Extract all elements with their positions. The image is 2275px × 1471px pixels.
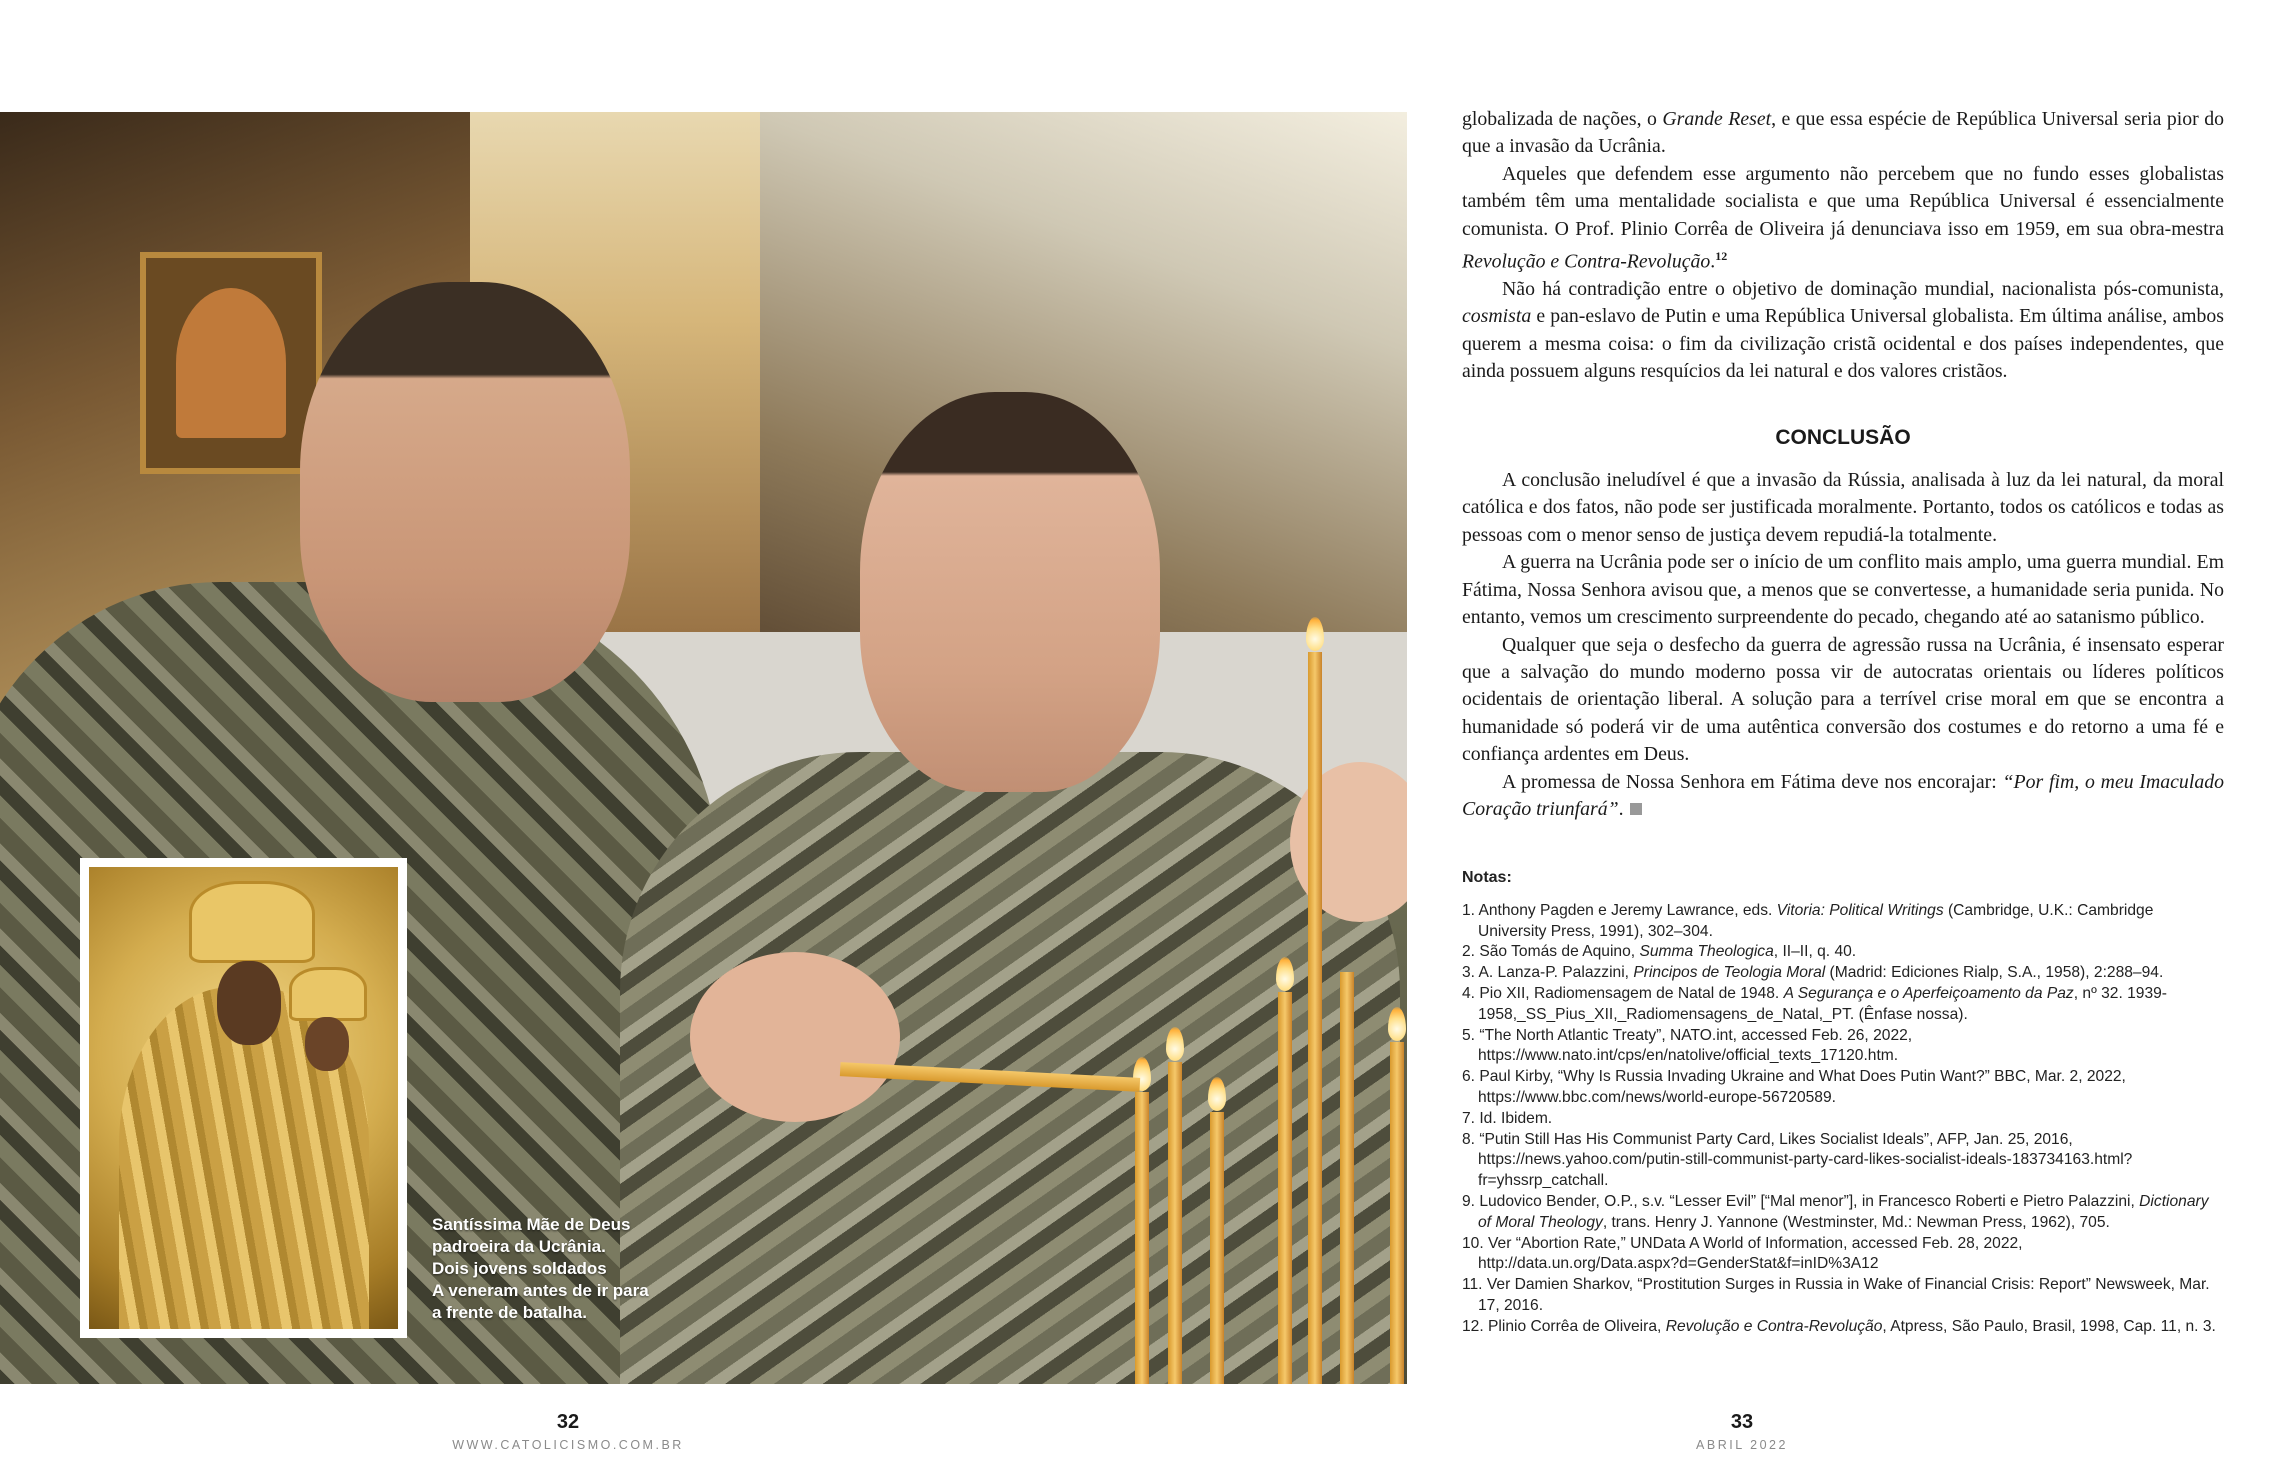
note-item: 4. Pio XII, Radiomensagem de Natal de 1948. A Segurança e o Aperfeiçoamento da Paz, nº 32. 1939-1958,_SS_Pius_XII,_Radiomensagens_de_Natal,_PT. (Ênfase nossa). [1462, 984, 2167, 1023]
section-heading: CONCLUSÃO [1775, 425, 1911, 449]
note-item: 10. Ver “Abortion Rate,” UNData A World of Information, accessed Feb. 28, 2022, http://data.un.org/Data.aspx?d=GenderStat&f=inID%3A12 [1462, 1234, 2023, 1273]
note-item: 6. Paul Kirby, “Why Is Russia Invading Ukraine and What Does Putin Want?” BBC, Mar. 2, 2022, https://www.bbc.com/news/world-europe-56720589. [1462, 1068, 2126, 1106]
candle [1168, 1062, 1182, 1384]
candle [1210, 1112, 1224, 1384]
page-number-left: 32 [556, 1411, 580, 1433]
photo-caption: Santíssima Mãe de Deus padroeira da Ucrânia. Dois jovens soldados A veneram antes de ir para a frente de batalha. [432, 1215, 649, 1322]
note-item: 5. “The North Atlantic Treaty”, NATO.int, accessed Feb. 26, 2022, https://www.nato.int/cps/en/natolive/official_texts_17120.htm. [1462, 1026, 1913, 1065]
article-body [1462, 106, 2224, 823]
crown-icon [189, 881, 315, 963]
candle [1390, 1042, 1404, 1384]
wall-icon-painting [140, 252, 322, 474]
note-item: 8. “Putin Still Has His Communist Party Card, Likes Socialist Ideals”, AFP, Jan. 25, 2016, https://news.yahoo.com/putin-still-communist-party-card-likes-socialist-ideals-183734163.html?fr=yhssrp_catchall. [1462, 1130, 2133, 1190]
paragraph: Qualquer que seja o desfecho da guerra de agressão russa na Ucrânia, é insensato esperar que a salvação do mundo moderno possa vir de autocratas orientais ou líderes políticos ocidentais de orientação liberal. A solução para a terrível crise moral em que se encontra a humanidade só poderá vir de uma autêntica conversão dos costumes e do retorno a uma fé e confiança ardentes em Deus. [1462, 633, 2224, 766]
paragraph: A guerra na Ucrânia pode ser o início de um conflito mais amplo, uma guerra mundial. Em Fátima, Nossa Senhora avisou que, a menos que se convertesse, a humanidade seria punida. No entanto, vemos um crescimento surpreendente do pecado, chegando até ao satanismo público. [1462, 551, 2224, 629]
note-item: 7. Id. Ibidem. [1462, 1109, 1553, 1127]
candle [1340, 972, 1354, 1384]
our-lady-icon-inset [80, 858, 407, 1338]
crown-icon [289, 967, 367, 1021]
footer-issue-date: ABRIL 2022 [1696, 1438, 1788, 1452]
note-item: 1. Anthony Pagden e Jeremy Lawrance, eds. Vitoria: Political Writings (Cambridge, U.K.: Cambridge University Press, 1991), 302–304. [1462, 901, 2154, 940]
end-mark-icon [1630, 803, 1642, 815]
paragraph: globalizada de nações, o Grande Reset, e que essa espécie de República Universal seria pior do que a invasão da Ucrânia. [1462, 108, 2225, 158]
note-item: 9. Ludovico Bender, O.P., s.v. “Lesser Evil” [“Mal menor”], in Francesco Roberti e Pietro Palazzini, Dictionary of Moral Theology, trans. Henry J. Yannone (Westminster, Md.: Newman Press, 1962), 705. [1462, 1192, 2209, 1231]
candle [1278, 992, 1292, 1384]
footer-website: WWW.CATOLICISMO.COM.BR [452, 1438, 684, 1452]
candle [1135, 1092, 1149, 1384]
notes-section [1462, 868, 2224, 1338]
paragraph: Aqueles que defendem esse argumento não percebem que no fundo esses globalistas também têm uma mentalidade socialista e que uma República Universal é essencialmente comunista. O Prof. Plinio Corrêa de Oliveira já denunciava isso em 1959, em sua obra-mestra Revolução e Contra-Revolução.$^{12}$ [1462, 162, 2224, 273]
paragraph: Não há contradição entre o objetivo de dominação mundial, nacionalista pós-comunista, cosmista e pan-eslavo de Putin e uma República Universal globalista. Em última análise, ambos querem a mesma coisa: o fim da civilização cristã ocidental e dos países independentes, que ainda possuem alguns resquícios da lei natural e dos valores cristãos. [1462, 278, 2224, 383]
paragraph: A conclusão ineludível é que a invasão da Rússia, analisada à luz da lei natural, da moral católica e dos fatos, não pode ser justificada moralmente. Portanto, todos os católicos e todas as pessoas com o menor senso de justiça devem repudiá-la totalmente. [1462, 469, 2224, 546]
paragraph: A promessa de Nossa Senhora em Fátima deve nos encorajar: “Por fim, o meu Imaculado Coração triunfará”. [1462, 770, 2224, 820]
note-item: 11. Ver Damien Sharkov, “Prostitution Surges in Russia in Wake of Financial Crisis: Report” Newsweek, Mar. 17, 2016. [1462, 1276, 2210, 1314]
note-item: 12. Plinio Corrêa de Oliveira, Revolução e Contra-Revolução, Atpress, São Paulo, Brasil, 1998, Cap. 11, n. 3. [1462, 1317, 2216, 1335]
notes-title: Notas: [1462, 869, 1512, 886]
notes-list [1462, 901, 2224, 1338]
page-number-right: 33 [1730, 1411, 1754, 1433]
note-item: 2. São Tomás de Aquino, Summa Theologica, II–II, q. 40. [1462, 943, 1857, 961]
note-item: 3. A. Lanza-P. Palazzini, Principos de Teologia Moral (Madrid: Ediciones Rialp, S.A., 1958), 2:288–94. [1462, 964, 2164, 982]
candle [1308, 652, 1322, 1384]
